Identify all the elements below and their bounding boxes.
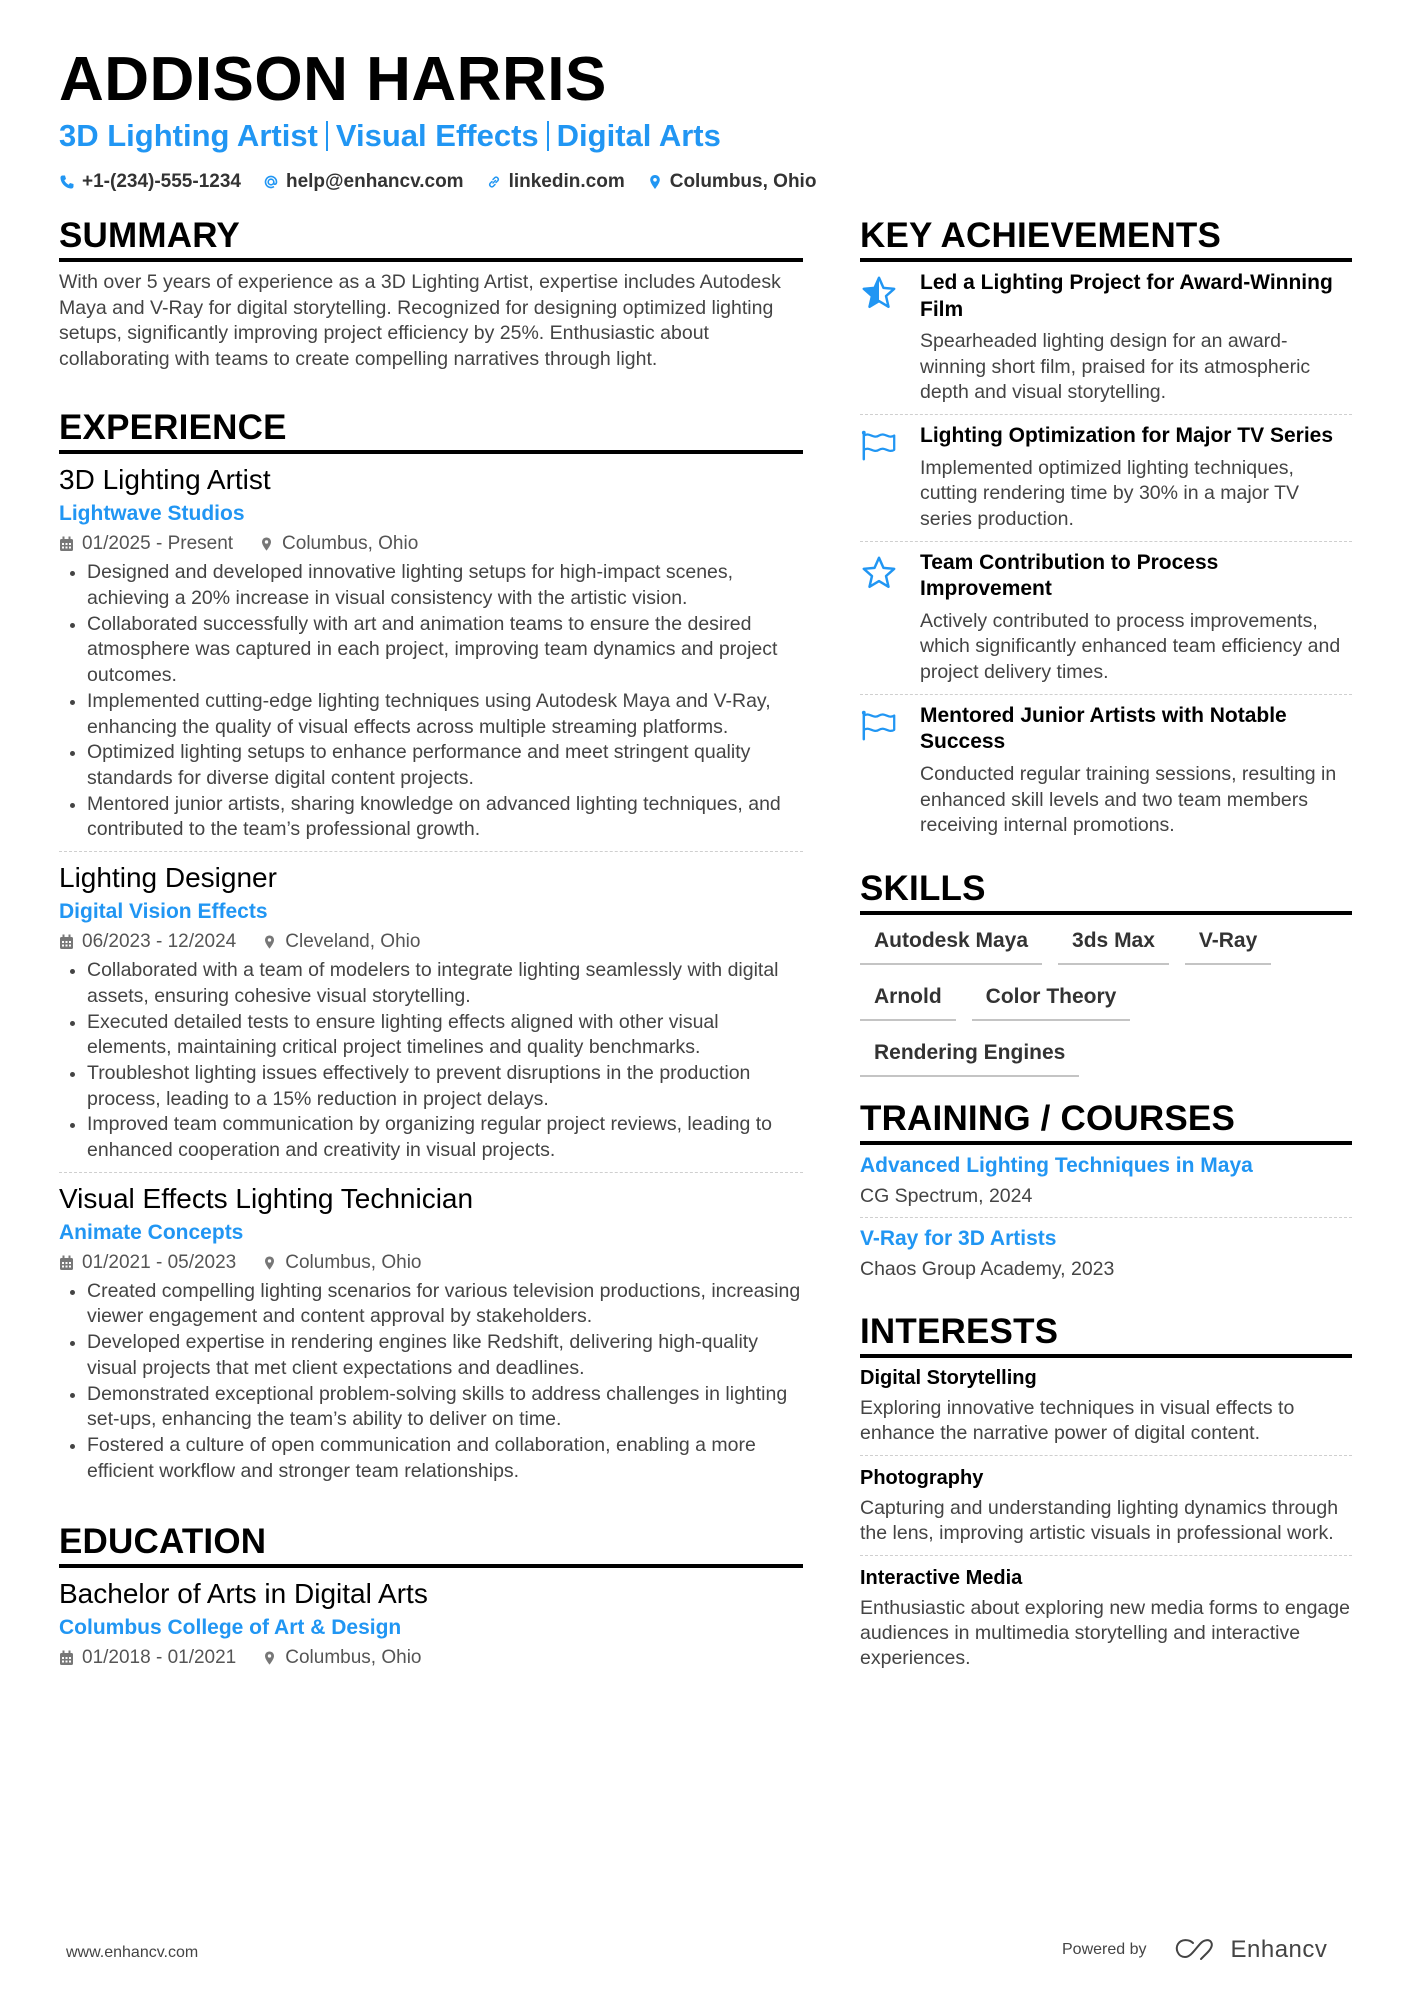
interest-item — [860, 1555, 1352, 1680]
section-divider — [59, 1564, 803, 1568]
job-meta — [59, 1249, 803, 1277]
section-title-experience: EXPERIENCE — [59, 408, 287, 448]
powered-by-label: Powered by — [1062, 1941, 1147, 1958]
contact-row — [59, 170, 1359, 194]
education-dates-text: 01/2018 - 01/2021 — [82, 1647, 237, 1669]
achievement-title: Lighting Optimization for Major TV Series — [920, 424, 1334, 448]
education-entry — [59, 1576, 803, 1672]
interest-title: Digital Storytelling — [860, 1366, 1037, 1389]
interest-desc: Enthusiastic about exploring new media forms to engage audiences in multimedia storytelling and interactive experiences. — [860, 1596, 1350, 1670]
job-dates-text: 06/2023 - 12/2024 — [82, 931, 237, 953]
footer-website-link[interactable]: www.enhancv.com — [66, 1944, 199, 1961]
achievement-item — [860, 541, 1352, 694]
skill-tag: Color Theory — [972, 979, 1131, 1021]
interest-title: Interactive Media — [860, 1566, 1023, 1589]
skill-tag: 3ds Max — [1058, 923, 1169, 965]
bullet-item: Collaborated with a team of modelers to integrate lighting seamlessly with digital assets, ensuring cohesive visual storytelling. — [59, 958, 803, 1009]
section-title-achievements: KEY ACHIEVEMENTS — [860, 216, 1222, 255]
achievement-item — [860, 694, 1352, 847]
skill-tag: Autodesk Maya — [860, 923, 1042, 965]
job-entry — [59, 462, 803, 851]
job-location-text: Columbus, Ohio — [282, 533, 419, 555]
right-column — [860, 216, 1352, 1680]
job-location-text: Cleveland, Ohio — [285, 931, 421, 953]
contact-linkedin-text: linkedin.com — [508, 171, 625, 192]
course-provider: CG Spectrum, 2024 — [860, 1184, 1033, 1207]
phone-icon — [59, 174, 75, 190]
education-location-text: Columbus, Ohio — [285, 1647, 422, 1669]
star-half-icon — [860, 274, 898, 312]
section-title-skills: SKILLS — [860, 868, 986, 908]
bullet-item: Collaborated successfully with art and animation teams to ensure the desired atmosphere was captured in each project, improving team dynamics and project outcomes. — [59, 612, 803, 689]
job-company: Lightwave Studios — [59, 502, 245, 526]
flag-icon — [860, 707, 898, 745]
candidate-name: ADDISON HARRIS — [59, 45, 607, 114]
skills-section — [860, 869, 1352, 1077]
interest-item — [860, 1455, 1352, 1555]
contact-phone-text: +1-(234)-555-1234 — [82, 171, 241, 192]
section-divider — [860, 911, 1352, 915]
bullet-item: Developed expertise in rendering engines like Redshift, delivering high-quality visual projects that met client expectations and deadlines. — [59, 1330, 803, 1381]
achievement-title: Team Contribution to Process Improvement — [920, 550, 1219, 601]
section-divider — [59, 258, 803, 262]
enhancv-logo-icon — [1173, 1937, 1221, 1963]
contact-location-text: Columbus, Ohio — [669, 171, 817, 192]
skill-tag: Rendering Engines — [860, 1035, 1079, 1077]
interest-item — [860, 1362, 1352, 1455]
achievement-title: Led a Lighting Project for Award-Winning Film — [920, 271, 1333, 321]
job-company: Animate Concepts — [59, 1220, 244, 1244]
experience-section — [59, 408, 803, 1492]
job-location — [259, 530, 418, 558]
job-entry — [59, 1172, 803, 1493]
course-title: Advanced Lighting Techniques in Maya — [860, 1153, 1253, 1177]
interest-title: Photography — [860, 1466, 984, 1489]
degree: Bachelor of Arts in Digital Arts — [59, 1578, 428, 1610]
interest-desc: Capturing and understanding lighting dynamics through the lens, improving artistic visuals in professional work. — [860, 1496, 1339, 1545]
location-pin-icon — [647, 174, 663, 190]
location-pin-icon — [259, 536, 274, 552]
headline-divider — [547, 121, 549, 151]
skills-list — [860, 923, 1352, 1077]
job-bullets — [59, 1279, 803, 1485]
calendar-icon — [59, 934, 74, 950]
job-bullets — [59, 958, 803, 1164]
job-bullets — [59, 560, 803, 843]
section-title-education: EDUCATION — [59, 1522, 267, 1562]
job-dates — [59, 530, 233, 558]
summary-text: With over 5 years of experience as a 3D Lighting Artist, expertise includes Autodesk Maya and V-Ray for digital storytelling. Recognized for designing optimized lighting setups, significantly improving project efficiency by 25%. Enthusiastic about collaborating with teams to create compelling narratives through light. — [59, 271, 781, 370]
job-location-text: Columbus, Ohio — [285, 1251, 422, 1273]
summary-section — [59, 216, 803, 372]
contact-location — [647, 170, 817, 194]
contact-email-text: help@enhancv.com — [285, 171, 464, 192]
achievement-title: Mentored Junior Artists with Notable Success — [920, 703, 1287, 754]
bullet-item: Executed detailed tests to ensure lighting effects aligned with other visual elements, maintaining critical project timelines and quality benchmarks. — [59, 1010, 803, 1061]
bullet-item: Troubleshot lighting issues effectively to prevent disruptions in the production process, leading to a 15% reduction in project delays. — [59, 1061, 803, 1112]
bullet-item: Created compelling lighting scenarios for various television productions, increasing viewer engagement and content approval by stakeholders. — [59, 1279, 803, 1330]
headline-field: Visual Effects — [335, 118, 539, 153]
bullet-item: Mentored junior artists, sharing knowledge on advanced lighting techniques, and contributed to the team’s professional growth. — [59, 792, 803, 843]
footer-powered-by[interactable] — [1062, 1936, 1327, 1964]
training-section — [860, 1099, 1352, 1290]
job-title: Lighting Designer — [59, 862, 277, 894]
bullet-item: Designed and developed innovative lighting setups for high-impact scenes, achieving a 20% increase in visual consistency with the artistic vision. — [59, 560, 803, 611]
course-item — [860, 1147, 1352, 1217]
calendar-icon — [59, 536, 74, 552]
headline — [59, 116, 1359, 156]
bullet-item: Optimized lighting setups to enhance performance and meet stringent quality standards for diverse digital content projects. — [59, 740, 803, 791]
bullet-item: Improved team communication by organizing regular project reviews, leading to enhanced cooperation and creativity in visual projects. — [59, 1112, 803, 1163]
job-dates-text: 01/2021 - 05/2023 — [82, 1251, 237, 1273]
section-divider — [860, 1141, 1352, 1145]
flag-icon — [860, 427, 898, 465]
brand-name: Enhancv — [1230, 1936, 1328, 1963]
link-icon — [486, 174, 502, 190]
course-title: V-Ray for 3D Artists — [860, 1226, 1057, 1250]
location-pin-icon — [262, 1255, 277, 1271]
job-title: 3D Lighting Artist — [59, 464, 271, 496]
section-title-summary: SUMMARY — [59, 216, 240, 255]
interest-desc: Exploring innovative techniques in visual effects to enhance the narrative power of digital content. — [860, 1396, 1295, 1445]
job-title: Visual Effects Lighting Technician — [59, 1182, 474, 1214]
bullet-item: Fostered a culture of open communication and collaboration, enabling a more efficient workflow and stronger team relationships. — [59, 1433, 803, 1484]
achievement-desc: Spearheaded lighting design for an award-winning short film, praised for its atmospheric depth and visual storytelling. — [920, 330, 1311, 404]
at-icon — [263, 174, 279, 190]
contact-linkedin[interactable] — [486, 170, 625, 194]
achievement-desc: Actively contributed to process improvements, which significantly enhanced team efficiency and project delivery times. — [920, 609, 1341, 684]
job-dates — [59, 928, 236, 956]
brand-logo — [1173, 1936, 1328, 1964]
job-location — [262, 928, 420, 956]
achievement-desc: Implemented optimized lighting techniques, cutting rendering time by 30% in a major TV series production. — [920, 456, 1299, 531]
calendar-icon — [59, 1650, 74, 1666]
course-item — [860, 1217, 1352, 1290]
section-divider — [860, 1354, 1352, 1358]
job-entry — [59, 851, 803, 1172]
education-dates — [59, 1644, 236, 1672]
skill-tag: Arnold — [860, 979, 956, 1021]
headline-role: 3D Lighting Artist — [59, 118, 318, 153]
achievements-section — [860, 216, 1352, 847]
achievement-desc: Conducted regular training sessions, resulting in enhanced skill levels and two team members receiving internal promotions. — [920, 762, 1337, 837]
school: Columbus College of Art & Design — [59, 1616, 402, 1640]
section-title-interests: INTERESTS — [860, 1311, 1059, 1351]
job-dates — [59, 1249, 236, 1277]
skill-tag: V-Ray — [1185, 923, 1271, 965]
bullet-item: Demonstrated exceptional problem-solving skills to address challenges in lighting set-ups, enhancing the team’s ability to deliver on time. — [59, 1382, 803, 1433]
job-meta — [59, 530, 803, 558]
resume-header — [59, 46, 1359, 194]
education-location — [262, 1644, 421, 1672]
bullet-item: Implemented cutting-edge lighting techniques using Autodesk Maya and V-Ray, enhancing the quality of visual effects across multiple streaming platforms. — [59, 689, 803, 740]
section-title-training: TRAINING / COURSES — [860, 1098, 1236, 1138]
headline-divider — [326, 121, 328, 151]
calendar-icon — [59, 1255, 74, 1271]
job-meta — [59, 928, 803, 956]
section-divider — [59, 450, 803, 454]
left-column — [59, 216, 803, 1672]
location-pin-icon — [262, 1650, 277, 1666]
headline-field: Digital Arts — [556, 118, 721, 153]
job-dates-text: 01/2025 - Present — [82, 533, 234, 555]
job-location — [262, 1249, 421, 1277]
education-meta — [59, 1644, 803, 1672]
location-pin-icon — [262, 934, 277, 950]
interests-section — [860, 1312, 1352, 1680]
star-outline-icon — [860, 554, 898, 592]
achievement-item — [860, 262, 1352, 414]
education-section — [59, 1522, 803, 1672]
job-company: Digital Vision Effects — [59, 900, 268, 924]
course-provider: Chaos Group Academy, 2023 — [860, 1257, 1115, 1280]
achievement-item — [860, 414, 1352, 541]
contact-phone[interactable] — [59, 170, 241, 194]
contact-email[interactable] — [263, 170, 464, 194]
